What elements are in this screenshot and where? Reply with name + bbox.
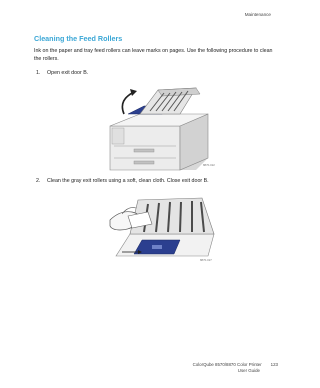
figure-open-exit-door [104,84,224,174]
step-1-number: 1. [36,70,41,76]
footer-product-line [193,362,278,368]
page-footer [193,362,278,374]
intro-paragraph: Ink on the paper and tray feed rollers can leave marks on pages. Use the following procedure to clean the rollers. [34,48,273,62]
step-1-text: Open exit door B. [47,70,89,76]
footer-product: ColorQube 8570/8870 Color Printer [192,362,262,367]
figure-1-code: 8870-022 [203,163,215,167]
step-1 [36,70,88,77]
page-header-section: Maintenance [244,12,271,17]
section-title: Cleaning the Feed Rollers [34,34,123,43]
page-number: 123 [270,362,278,367]
step-2-number: 2. [36,178,41,184]
footer-guide: User Guide [237,368,260,373]
step-2-text: Clean the gray exit rollers using a soft, clean cloth. Close exit door B. [47,178,209,184]
figure-2-code: 8870-027 [200,258,212,262]
step-2 [36,178,209,185]
figure-clean-rollers [108,190,223,264]
